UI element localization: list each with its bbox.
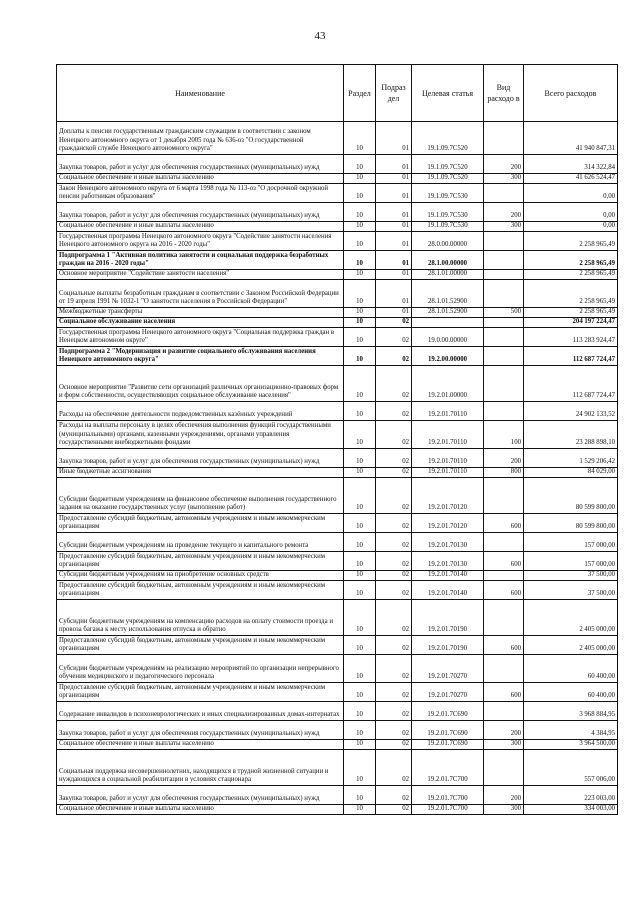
- table-row: [57, 740, 618, 750]
- row-target-article-cell: 19.1.09.7С520: [412, 155, 484, 174]
- row-total-cell: 2 405 000,00: [524, 636, 618, 655]
- row-podrazdel-cell: 02: [376, 636, 412, 655]
- row-target-article-cell: 19.1.09.7С530: [412, 203, 484, 222]
- table-row: [57, 655, 618, 683]
- row-razdel-cell: 10: [344, 702, 376, 721]
- table-row: [57, 232, 618, 251]
- row-total-cell: 2 258 965,49: [524, 270, 618, 280]
- row-expense-type-cell: 200: [484, 155, 524, 174]
- row-name-cell: Межбюджетные трансферты: [57, 308, 344, 318]
- row-total-cell: 80 599 800,00: [524, 478, 618, 514]
- row-expense-type-cell: 300: [484, 222, 524, 232]
- row-target-article-cell: 19.2.01.00000: [412, 366, 484, 402]
- table-row: [57, 402, 618, 421]
- header-name: Наименование: [57, 65, 344, 122]
- row-expense-type-cell: [484, 533, 524, 552]
- row-razdel-cell: 10: [344, 270, 376, 280]
- row-podrazdel-cell: 02: [376, 581, 412, 600]
- row-expense-type-cell: 200: [484, 203, 524, 222]
- row-expense-type-cell: [484, 571, 524, 581]
- row-total-cell: 1 529 206,42: [524, 449, 618, 468]
- row-name-cell: Субсидии бюджетным учреждениям на компенсацию расходов на оплату стоимости проезда и провоза багажа к месту использования отпуска и обратно: [57, 600, 344, 636]
- row-podrazdel-cell: 01: [376, 155, 412, 174]
- table-row: [57, 184, 618, 203]
- row-expense-type-cell: 300: [484, 174, 524, 184]
- table-row: [57, 533, 618, 552]
- row-expense-type-cell: [484, 318, 524, 328]
- row-podrazdel-cell: 02: [376, 655, 412, 683]
- row-target-article-cell: 19.2.01.70130: [412, 533, 484, 552]
- row-razdel-cell: 10: [344, 581, 376, 600]
- row-razdel-cell: 10: [344, 366, 376, 402]
- row-total-cell: 0,00: [524, 222, 618, 232]
- row-name-cell: Доплаты к пенсии государственным гражданским служащим в соответствии с законом Ненецкого автономного округа от 1 декабря 2005 года № 636-оз "О государственной гражданской службе Ненецкого автономного округа": [57, 122, 344, 155]
- row-total-cell: 112 687 724,47: [524, 347, 618, 366]
- row-podrazdel-cell: 02: [376, 533, 412, 552]
- row-name-cell: Закупка товаров, работ и услуг для обеспечения государственных (муниципальных) нужд: [57, 203, 344, 222]
- row-expense-type-cell: [484, 655, 524, 683]
- row-expense-type-cell: [484, 280, 524, 308]
- row-name-cell: Закупка товаров, работ и услуг для обеспечения государственных (муниципальных) нужд: [57, 721, 344, 740]
- row-name-cell: Содержание инвалидов в психоневрологических и иных специализированных домах-интернатах: [57, 702, 344, 721]
- row-target-article-cell: 19.2.01.7С700: [412, 786, 484, 805]
- row-name-cell: Предоставление субсидий бюджетным, автономным учреждениям и иным некоммерческим организациям: [57, 514, 344, 533]
- row-podrazdel-cell: 01: [376, 270, 412, 280]
- row-target-article-cell: [412, 318, 484, 328]
- row-expense-type-cell: 600: [484, 683, 524, 702]
- row-name-cell: Субсидии бюджетным учреждениям на проведение текущего и капитального ремонта: [57, 533, 344, 552]
- row-expense-type-cell: 500: [484, 308, 524, 318]
- table-row: [57, 328, 618, 347]
- table-row: [57, 636, 618, 655]
- header-razdel: Раздел: [344, 65, 376, 122]
- row-podrazdel-cell: 02: [376, 600, 412, 636]
- row-podrazdel-cell: 02: [376, 702, 412, 721]
- row-podrazdel-cell: 01: [376, 184, 412, 203]
- row-razdel-cell: 10: [344, 571, 376, 581]
- row-razdel-cell: 10: [344, 203, 376, 222]
- table-row: [57, 421, 618, 449]
- row-target-article-cell: 28.1.00.00000: [412, 251, 484, 270]
- row-podrazdel-cell: 01: [376, 251, 412, 270]
- table-row: [57, 308, 618, 318]
- row-name-cell: Подпрограмма 2 "Модернизация и развитие социального обслуживания населения Ненецкого автономного округа": [57, 347, 344, 366]
- row-razdel-cell: 10: [344, 478, 376, 514]
- row-podrazdel-cell: 02: [376, 805, 412, 815]
- row-target-article-cell: 19.2.01.70140: [412, 571, 484, 581]
- row-name-cell: Основное мероприятие "Развитие сети организаций различных организационно-правовых форм и форм собственности, осуществляющих социальное обслуживание населения": [57, 366, 344, 402]
- row-podrazdel-cell: 02: [376, 449, 412, 468]
- row-razdel-cell: 10: [344, 402, 376, 421]
- row-razdel-cell: 10: [344, 533, 376, 552]
- row-expense-type-cell: 800: [484, 468, 524, 478]
- row-razdel-cell: 10: [344, 347, 376, 366]
- row-razdel-cell: 10: [344, 251, 376, 270]
- row-razdel-cell: 10: [344, 318, 376, 328]
- row-target-article-cell: 19.1.09.7С520: [412, 122, 484, 155]
- table-row: [57, 468, 618, 478]
- row-razdel-cell: 10: [344, 421, 376, 449]
- row-target-article-cell: 19.2.01.70110: [412, 421, 484, 449]
- row-razdel-cell: 10: [344, 449, 376, 468]
- row-razdel-cell: 10: [344, 280, 376, 308]
- row-target-article-cell: 19.2.01.7С700: [412, 805, 484, 815]
- row-target-article-cell: 19.2.00.00000: [412, 347, 484, 366]
- row-podrazdel-cell: 02: [376, 514, 412, 533]
- row-name-cell: Субсидии бюджетным учреждениям на финансовое обеспечение выполнения государственного задания на оказание государственных услуг (выполнение работ): [57, 478, 344, 514]
- row-expense-type-cell: [484, 270, 524, 280]
- row-podrazdel-cell: 02: [376, 347, 412, 366]
- row-total-cell: 112 687 724,47: [524, 366, 618, 402]
- row-target-article-cell: 28.1.01.52900: [412, 280, 484, 308]
- row-razdel-cell: 10: [344, 514, 376, 533]
- table-row: [57, 552, 618, 571]
- row-expense-type-cell: [484, 347, 524, 366]
- row-total-cell: 157 000,00: [524, 552, 618, 571]
- row-expense-type-cell: [484, 402, 524, 421]
- row-total-cell: 334 003,00: [524, 805, 618, 815]
- table-body: [57, 122, 618, 815]
- row-name-cell: Субсидии бюджетным учреждениям на реализацию мероприятий по организации непрерывного обучения медицинского и педагогического персонала: [57, 655, 344, 683]
- row-expense-type-cell: [484, 184, 524, 203]
- row-total-cell: 3 968 884,95: [524, 702, 618, 721]
- row-name-cell: Социальное обеспечение и иные выплаты населению: [57, 222, 344, 232]
- row-name-cell: Предоставление субсидий бюджетным, автономным учреждениям и иным некоммерческим организациям: [57, 581, 344, 600]
- row-total-cell: 0,00: [524, 203, 618, 222]
- row-razdel-cell: 10: [344, 122, 376, 155]
- row-target-article-cell: 19.0.00.00000: [412, 328, 484, 347]
- row-expense-type-cell: [484, 328, 524, 347]
- row-name-cell: Социальное обеспечение и иные выплаты населению: [57, 740, 344, 750]
- table-row: [57, 721, 618, 740]
- row-podrazdel-cell: 01: [376, 280, 412, 308]
- row-expense-type-cell: [484, 702, 524, 721]
- row-name-cell: Закупка товаров, работ и услуг для обеспечения государственных (муниципальных) нужд: [57, 155, 344, 174]
- row-podrazdel-cell: 02: [376, 786, 412, 805]
- table-row: [57, 347, 618, 366]
- row-target-article-cell: 19.2.01.70190: [412, 636, 484, 655]
- table-row: [57, 155, 618, 174]
- header-target-article: Целевая статья: [412, 65, 484, 122]
- row-total-cell: 557 006,00: [524, 750, 618, 786]
- row-name-cell: Закупка товаров, работ и услуг для обеспечения государственных (муниципальных) нужд: [57, 786, 344, 805]
- row-target-article-cell: 19.2.01.70110: [412, 449, 484, 468]
- row-expense-type-cell: 600: [484, 581, 524, 600]
- row-name-cell: Предоставление субсидий бюджетным, автономным учреждениям и иным некоммерческим организациям: [57, 683, 344, 702]
- row-podrazdel-cell: 01: [376, 174, 412, 184]
- row-expense-type-cell: [484, 251, 524, 270]
- row-target-article-cell: 28.1.01.52900: [412, 308, 484, 318]
- row-target-article-cell: 19.2.01.70270: [412, 683, 484, 702]
- table-row: [57, 251, 618, 270]
- row-podrazdel-cell: 02: [376, 402, 412, 421]
- row-target-article-cell: 19.2.01.7С690: [412, 740, 484, 750]
- row-total-cell: 60 400,00: [524, 683, 618, 702]
- row-total-cell: 60 400,00: [524, 655, 618, 683]
- row-total-cell: 24 902 133,52: [524, 402, 618, 421]
- row-podrazdel-cell: 02: [376, 740, 412, 750]
- row-expense-type-cell: 300: [484, 805, 524, 815]
- row-podrazdel-cell: 02: [376, 366, 412, 402]
- row-total-cell: 2 258 965,49: [524, 280, 618, 308]
- table-row: [57, 600, 618, 636]
- row-target-article-cell: 28.0.00.00000: [412, 232, 484, 251]
- row-target-article-cell: 19.2.01.70140: [412, 581, 484, 600]
- row-name-cell: Расходы на выплаты персоналу в целях обеспечения выполнения функций государственными (муниципальными) органами, казенными учреждениями, органами управления государственными внебюджетными фондами: [57, 421, 344, 449]
- row-razdel-cell: 10: [344, 328, 376, 347]
- row-total-cell: 0,00: [524, 184, 618, 203]
- table-row: [57, 318, 618, 328]
- table-row: [57, 122, 618, 155]
- row-total-cell: 37 500,00: [524, 571, 618, 581]
- row-target-article-cell: 19.2.01.70120: [412, 514, 484, 533]
- row-name-cell: Субсидии бюджетным учреждениям на приобретение основных средств: [57, 571, 344, 581]
- row-podrazdel-cell: 02: [376, 552, 412, 571]
- row-razdel-cell: 10: [344, 468, 376, 478]
- row-podrazdel-cell: 02: [376, 478, 412, 514]
- row-expense-type-cell: 200: [484, 786, 524, 805]
- row-total-cell: 3 964 500,00: [524, 740, 618, 750]
- row-razdel-cell: 10: [344, 308, 376, 318]
- row-name-cell: Основное мероприятие "Содействие занятости населения": [57, 270, 344, 280]
- row-target-article-cell: 19.2.01.70190: [412, 600, 484, 636]
- table-row: [57, 750, 618, 786]
- table-row: [57, 366, 618, 402]
- row-name-cell: Закупка товаров, работ и услуг для обеспечения государственных (муниципальных) нужд: [57, 449, 344, 468]
- table-row: [57, 581, 618, 600]
- row-razdel-cell: 10: [344, 721, 376, 740]
- row-podrazdel-cell: 02: [376, 421, 412, 449]
- row-expense-type-cell: 300: [484, 740, 524, 750]
- row-name-cell: Иные бюджетные ассигнования: [57, 468, 344, 478]
- row-razdel-cell: 10: [344, 683, 376, 702]
- table-row: [57, 571, 618, 581]
- row-expense-type-cell: [484, 600, 524, 636]
- row-razdel-cell: 10: [344, 184, 376, 203]
- row-total-cell: 204 197 224,47: [524, 318, 618, 328]
- row-razdel-cell: 10: [344, 600, 376, 636]
- row-podrazdel-cell: 01: [376, 308, 412, 318]
- row-razdel-cell: 10: [344, 174, 376, 184]
- row-name-cell: Предоставление субсидий бюджетным, автономным учреждениям и иным некоммерческим организациям: [57, 636, 344, 655]
- row-podrazdel-cell: 01: [376, 232, 412, 251]
- row-expense-type-cell: [484, 366, 524, 402]
- row-total-cell: 157 000,00: [524, 533, 618, 552]
- row-target-article-cell: 19.1.09.7С530: [412, 222, 484, 232]
- row-name-cell: Расходы на обеспечение деятельности подведомственных казённых учреждений: [57, 402, 344, 421]
- row-total-cell: 23 288 898,10: [524, 421, 618, 449]
- row-total-cell: 223 003,00: [524, 786, 618, 805]
- row-name-cell: Закон Ненецкого автономного округа от 6 марта 1998 года № 113-оз "О досрочной окружной пенсии работникам образования": [57, 184, 344, 203]
- row-razdel-cell: 10: [344, 750, 376, 786]
- row-expense-type-cell: 200: [484, 449, 524, 468]
- row-total-cell: 80 599 800,00: [524, 514, 618, 533]
- row-total-cell: 2 258 965,49: [524, 232, 618, 251]
- row-podrazdel-cell: 02: [376, 318, 412, 328]
- row-razdel-cell: 10: [344, 655, 376, 683]
- row-name-cell: Государственная программа Ненецкого автономного округа "Содействие занятости населения Ненецкого автономного округа на 2016 - 2020 годы": [57, 232, 344, 251]
- table-row: [57, 174, 618, 184]
- row-target-article-cell: 19.2.01.70270: [412, 655, 484, 683]
- row-razdel-cell: 10: [344, 786, 376, 805]
- row-target-article-cell: 19.2.01.7С690: [412, 721, 484, 740]
- row-target-article-cell: 28.1.01.00000: [412, 270, 484, 280]
- row-expense-type-cell: [484, 478, 524, 514]
- row-total-cell: 41 940 847,31: [524, 122, 618, 155]
- row-razdel-cell: 10: [344, 740, 376, 750]
- row-podrazdel-cell: 01: [376, 122, 412, 155]
- row-expense-type-cell: 600: [484, 552, 524, 571]
- row-total-cell: 37 500,00: [524, 581, 618, 600]
- row-name-cell: Предоставление субсидий бюджетным, автономным учреждениям и иным некоммерческим организациям: [57, 552, 344, 571]
- table-row: [57, 702, 618, 721]
- row-razdel-cell: 10: [344, 155, 376, 174]
- row-razdel-cell: 10: [344, 552, 376, 571]
- row-target-article-cell: 19.2.01.70120: [412, 478, 484, 514]
- header-total: Всего расходов: [524, 65, 618, 122]
- table-row: [57, 805, 618, 815]
- row-name-cell: Социальное обеспечение и иные выплаты населению: [57, 174, 344, 184]
- row-target-article-cell: 19.2.01.7С700: [412, 750, 484, 786]
- row-expense-type-cell: 200: [484, 721, 524, 740]
- table-row: [57, 270, 618, 280]
- row-name-cell: Подпрограмма 1 "Активная политика занятости и социальная поддержка безработных граждан на 2016 - 2020 годы": [57, 251, 344, 270]
- table-row: [57, 203, 618, 222]
- row-total-cell: 2 258 965,49: [524, 251, 618, 270]
- table-header-row: [57, 65, 618, 122]
- row-podrazdel-cell: 02: [376, 468, 412, 478]
- row-target-article-cell: 19.2.01.70110: [412, 402, 484, 421]
- row-podrazdel-cell: 02: [376, 571, 412, 581]
- row-name-cell: Социальные выплаты безработным гражданам в соответствии с Законом Российской Федерации от 19 апреля 1991 № 1032-1 "О занятости населения в Российской Федерации": [57, 280, 344, 308]
- table-row: [57, 222, 618, 232]
- header-expense-type: Вид расходо в: [484, 65, 524, 122]
- row-target-article-cell: 19.2.01.70130: [412, 552, 484, 571]
- table-row: [57, 683, 618, 702]
- row-razdel-cell: 10: [344, 222, 376, 232]
- row-total-cell: 4 384,95: [524, 721, 618, 740]
- budget-table: [56, 64, 618, 815]
- row-expense-type-cell: 100: [484, 421, 524, 449]
- row-razdel-cell: 10: [344, 805, 376, 815]
- row-target-article-cell: 19.2.01.7С690: [412, 702, 484, 721]
- row-total-cell: 41 626 524,47: [524, 174, 618, 184]
- table-row: [57, 280, 618, 308]
- row-expense-type-cell: [484, 232, 524, 251]
- row-podrazdel-cell: 02: [376, 750, 412, 786]
- table-row: [57, 478, 618, 514]
- row-expense-type-cell: 600: [484, 514, 524, 533]
- row-name-cell: Государственная программа Ненецкого автономного округа "Социальная поддержка граждан в Ненецком автономном округе": [57, 328, 344, 347]
- row-target-article-cell: 19.1.09.7С530: [412, 184, 484, 203]
- row-razdel-cell: 10: [344, 636, 376, 655]
- row-total-cell: 84 029,00: [524, 468, 618, 478]
- row-podrazdel-cell: 01: [376, 222, 412, 232]
- row-expense-type-cell: 600: [484, 636, 524, 655]
- row-name-cell: Социальное обслуживание населения: [57, 318, 344, 328]
- row-total-cell: 113 283 924,47: [524, 328, 618, 347]
- row-total-cell: 2 258 965,49: [524, 308, 618, 318]
- row-expense-type-cell: [484, 122, 524, 155]
- table-row: [57, 786, 618, 805]
- row-podrazdel-cell: 02: [376, 328, 412, 347]
- row-target-article-cell: 19.1.09.7С520: [412, 174, 484, 184]
- row-name-cell: Социальная поддержка несовершеннолетних, находящихся в трудной жизненной ситуации и нуждающихся в социальной реабилитации в условиях стационара: [57, 750, 344, 786]
- row-target-article-cell: 19.2.01.70110: [412, 468, 484, 478]
- table-row: [57, 514, 618, 533]
- row-podrazdel-cell: 02: [376, 721, 412, 740]
- row-podrazdel-cell: 02: [376, 683, 412, 702]
- row-total-cell: 2 405 000,00: [524, 600, 618, 636]
- page-number: 43: [314, 30, 326, 42]
- row-podrazdel-cell: 01: [376, 203, 412, 222]
- row-razdel-cell: 10: [344, 232, 376, 251]
- row-total-cell: 314 322,84: [524, 155, 618, 174]
- row-expense-type-cell: [484, 750, 524, 786]
- header-podrazdel: Подраз дел: [376, 65, 412, 122]
- row-name-cell: Социальное обеспечение и иные выплаты населению: [57, 805, 344, 815]
- table-row: [57, 449, 618, 468]
